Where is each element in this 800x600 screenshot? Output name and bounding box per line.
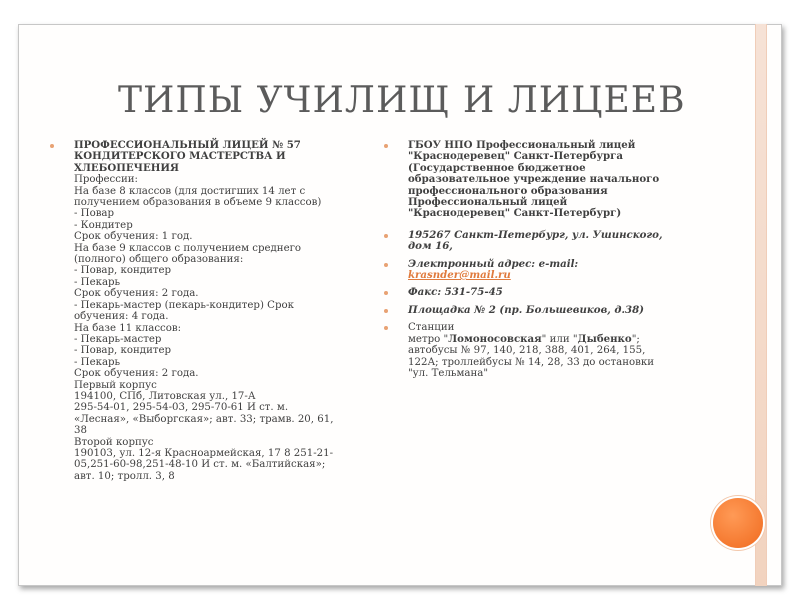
org-line: "Краснодеревец" Санкт-Петербург) [408, 207, 622, 220]
address-bullet [384, 230, 694, 253]
email-link[interactable]: krasnder@mail.ru [408, 269, 511, 282]
heading-line: ХЛЕБОПЕЧЕНИЯ [74, 161, 179, 174]
detail-line: авт. 10; тролл. 3, 8 [74, 470, 175, 482]
detail-line: обучения: 4 года. [74, 311, 169, 323]
detail-line: - Пекарь [74, 276, 121, 288]
bullet-dot-icon [384, 291, 388, 295]
lyceum-57-heading [74, 140, 365, 174]
decorative-rail [755, 24, 767, 586]
detail-line: - Пекарь [74, 356, 121, 368]
detail-line: На базе 9 классов с получением среднего [74, 242, 302, 254]
address-line: дом 16, [408, 240, 453, 253]
transport-line: автобусы № 97, 140, 218, 388, 401, 264, 155, [408, 345, 646, 357]
transport-line: 122А; троллейбусы № 14, 28, 33 до остановки [408, 356, 655, 368]
detail-line: Профессии: [74, 174, 138, 186]
org-line: "Краснодеревец" Санкт-Петербурга [408, 150, 623, 163]
detail-line: - Повар [74, 208, 115, 220]
bullet-dot-icon [384, 234, 388, 238]
detail-line: На базе 8 классов (для достигших 14 лет с [74, 185, 306, 197]
detail-line: 295-54-01, 295-54-03, 295-70-61 И ст. м. [74, 402, 289, 414]
detail-line: Срок обучения: 2 года. [74, 368, 199, 380]
detail-line: 190103, ул. 12-я Красноармейская, 17 8 251-21- [74, 447, 334, 459]
metro-suffix: "; [631, 333, 640, 345]
org-line: Профессиональный лицей [408, 196, 568, 209]
detail-line: - Повар, кондитер [74, 265, 172, 277]
detail-line: Второй корпус [74, 436, 154, 448]
email-bullet [384, 259, 694, 282]
detail-line: - Кондитер [74, 219, 133, 231]
right-column [384, 140, 694, 385]
detail-line: 38 [74, 425, 87, 437]
detail-line: «Лесная», «Выборгская»; авт. 33; трамв. 20, 61, [74, 413, 334, 425]
bullet-dot-icon [384, 144, 388, 148]
detail-line: - Пекарь-мастер [74, 333, 162, 345]
metro-mid: " или " [541, 333, 578, 345]
detail-line: 05,251-60-98,251-48-10 И ст. м. «Балтийская»; [74, 459, 326, 471]
fax-number: Факс: 531-75-45 [408, 286, 503, 299]
bullet-dot-icon [384, 263, 388, 267]
lyceum-57-details [74, 174, 365, 482]
org-line: (Государственное бюджетное [408, 161, 586, 174]
detail-line: Срок обучения: 2 года. [74, 288, 199, 300]
transport-block [408, 322, 694, 379]
heading-line: ПРОФЕССИОНАЛЬНЫЙ ЛИЦЕЙ № 57 [74, 139, 301, 151]
site-bullet [384, 305, 694, 316]
address [408, 230, 694, 253]
address-line: 195267 Санкт-Петербург, ул. Ушинского, [408, 228, 663, 241]
email-block [408, 259, 694, 282]
heading-line: КОНДИТЕРСКОГО МАСТЕРСТВА И [74, 150, 286, 163]
metro-lomonosovskaya: Ломоносовская [448, 332, 542, 345]
detail-line: Первый корпус [74, 379, 157, 391]
bullet-dot-icon [384, 309, 388, 313]
left-bullet [50, 140, 365, 482]
bullet-dot-icon [50, 144, 54, 148]
detail-line: На базе 11 классов: [74, 322, 182, 334]
transport-line: "ул. Тельмана" [408, 367, 489, 379]
detail-line: получением образования в объеме 9 классов) [74, 197, 322, 209]
org-line: профессионального образования [408, 184, 608, 197]
email-label: Электронный адрес: e-mail: [408, 257, 579, 270]
bullet-dot-icon [384, 326, 388, 330]
org-line: образовательное учреждение начального [408, 173, 660, 186]
detail-line: 194100, СПб, Литовская ул., 17-А [74, 390, 256, 402]
metro-dybenko: Дыбенко [577, 332, 632, 345]
detail-line: (полного) общего образования: [74, 254, 244, 266]
orange-circle-icon [713, 498, 763, 548]
stations-label: Станции [408, 322, 455, 334]
org-bullet [384, 140, 694, 220]
fax-bullet [384, 287, 694, 298]
slide-title: ТИПЫ УЧИЛИЩ И ЛИЦЕЕВ [118, 80, 686, 121]
org-name [408, 140, 694, 220]
site-2-address: Площадка № 2 (пр. Большевиков, д.38) [408, 303, 644, 316]
org-line: ГБОУ НПО Профессиональный лицей [408, 139, 636, 151]
metro-prefix: метро " [408, 333, 449, 345]
detail-line: - Пекарь-мастер (пекарь-кондитер) Срок [74, 299, 294, 311]
transport-bullet [384, 322, 694, 379]
metro-line [408, 334, 694, 345]
detail-line: Срок обучения: 1 год. [74, 231, 193, 243]
detail-line: - Повар, кондитер [74, 345, 172, 357]
left-column [50, 140, 365, 482]
